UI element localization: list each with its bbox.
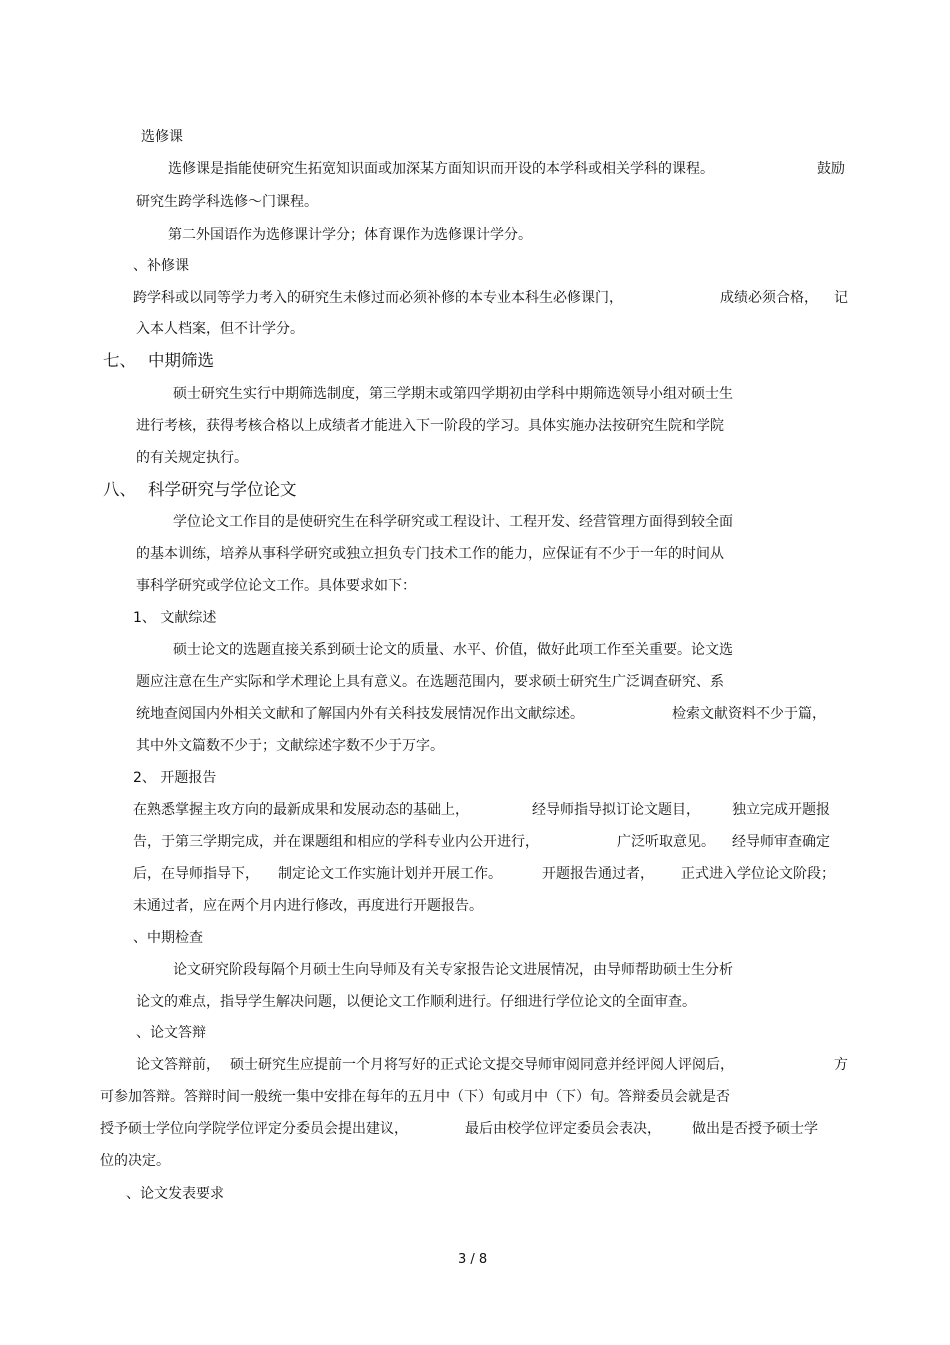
paragraph-line: 研究生跨学科选修～门课程。 (136, 194, 318, 210)
paragraph-line: 进行考核，获得考核合格以上成绩者才能进入下一阶段的学习。具体实施办法按研究生院和学院 (136, 418, 724, 434)
heading-number: 八、 (103, 480, 136, 499)
paragraph-line: 授予硕士学位向学院学位评定分委员会提出建议， (100, 1121, 408, 1137)
paragraph-line: 选修课是指能使研究生拓宽知识面或加深某方面知识而开设的本学科或相关学科的课程。 (168, 161, 714, 177)
paragraph-line: 告，于第三学期完成，并在课题组和相应的学科专业内公开进行， (133, 834, 539, 850)
paragraph-line: 题应注意在生产实际和学术理论上具有意义。在选题范围内，要求硕士研究生广泛调查研究、系 (136, 674, 724, 690)
paragraph-line: 未通过者，应在两个月内进行修改，再度进行开题报告。 (133, 898, 483, 914)
paragraph-line: 学位论文工作目的是使研究生在科学研究或工程设计、工程开发、经营管理方面得到较全面 (173, 514, 733, 530)
paragraph-line: 跨学科或以同等学力考入的研究生未修过而必须补修的本专业本科生必修课门， (133, 290, 623, 306)
paragraph-line: 记 (834, 290, 848, 306)
paragraph-line: 成绩必须合格， (720, 290, 818, 306)
page-number: 3 / 8 (458, 1252, 488, 1267)
subsection-label: 、论文发表要求 (126, 1186, 224, 1202)
paragraph-line: 论文的难点，指导学生解决问题，以便论文工作顺利进行。仔细进行学位论文的全面审查。 (136, 994, 696, 1010)
paragraph-line: 可参加答辩。答辩时间一般统一集中安排在每年的五月中（下）旬或月中（下）旬。答辩委员会就是否 (100, 1089, 730, 1105)
subsection-label: 1、 文献综述 (133, 610, 217, 626)
paragraph-line: 鼓励 (817, 161, 845, 177)
subsection-label: 、中期检查 (133, 930, 203, 946)
paragraph-line: 统地查阅国内外相关文献和了解国内外有关科技发展情况作出文献综述。 (136, 706, 584, 722)
section-label: 、补修课 (133, 258, 189, 274)
paragraph-line: 论文答辩前， (136, 1057, 220, 1073)
paragraph-line: 制定论文工作实施计划并开展工作。 (278, 866, 502, 882)
paragraph-line: 经导师审查确定 (732, 834, 830, 850)
subsection-label: 、论文答辩 (136, 1025, 206, 1041)
paragraph-line: 后，在导师指导下， (133, 866, 259, 882)
paragraph-line: 检索文献资料不少于篇， (672, 706, 826, 722)
paragraph-line: 开题报告通过者， (542, 866, 654, 882)
paragraph-line: 正式进入学位论文阶段； (681, 866, 835, 882)
paragraph-line: 在熟悉掌握主攻方向的最新成果和发展动态的基础上， (133, 802, 469, 818)
paragraph-line: 硕士论文的选题直接关系到硕士论文的质量、水平、价值，做好此项工作至关重要。论文选 (173, 642, 733, 658)
heading-title: 科学研究与学位论文 (148, 480, 297, 499)
paragraph-line: 硕士研究生应提前一个月将写好的正式论文提交导师审阅同意并经评阅人评阅后， (230, 1057, 734, 1073)
paragraph-line: 经导师指导拟订论文题目， (532, 802, 700, 818)
paragraph-line: 入本人档案，但不计学分。 (136, 321, 304, 337)
subsection-label: 2、 开题报告 (133, 770, 217, 786)
paragraph-line: 广泛听取意见。 (617, 834, 715, 850)
paragraph-line: 最后由校学位评定委员会表决， (465, 1121, 661, 1137)
paragraph-line: 做出是否授予硕士学 (692, 1121, 818, 1137)
paragraph-line: 的有关规定执行。 (136, 450, 248, 466)
paragraph-line: 其中外文篇数不少于；文献综述字数不少于万字。 (136, 738, 444, 754)
section-label: 选修课 (141, 129, 183, 145)
paragraph-line: 的基本训练，培养从事科学研究或独立担负专门技术工作的能力，应保证有不少于一年的时间从 (136, 546, 724, 562)
paragraph-line: 独立完成开题报 (732, 802, 830, 818)
paragraph-line: 硕士研究生实行中期筛选制度，第三学期末或第四学期初由学科中期筛选领导小组对硕士生 (173, 386, 733, 402)
paragraph-line: 论文研究阶段每隔个月硕士生向导师及有关专家报告论文进展情况，由导师帮助硕士生分析 (173, 962, 733, 978)
paragraph-line: 事科学研究或学位论文工作。具体要求如下： (136, 578, 416, 594)
heading-title: 中期筛选 (148, 351, 214, 370)
paragraph-line: 位的决定。 (100, 1153, 170, 1169)
paragraph-line: 方 (834, 1057, 848, 1073)
heading-number: 七、 (103, 351, 136, 370)
paragraph-line: 第二外国语作为选修课计学分；体育课作为选修课计学分。 (168, 227, 532, 243)
